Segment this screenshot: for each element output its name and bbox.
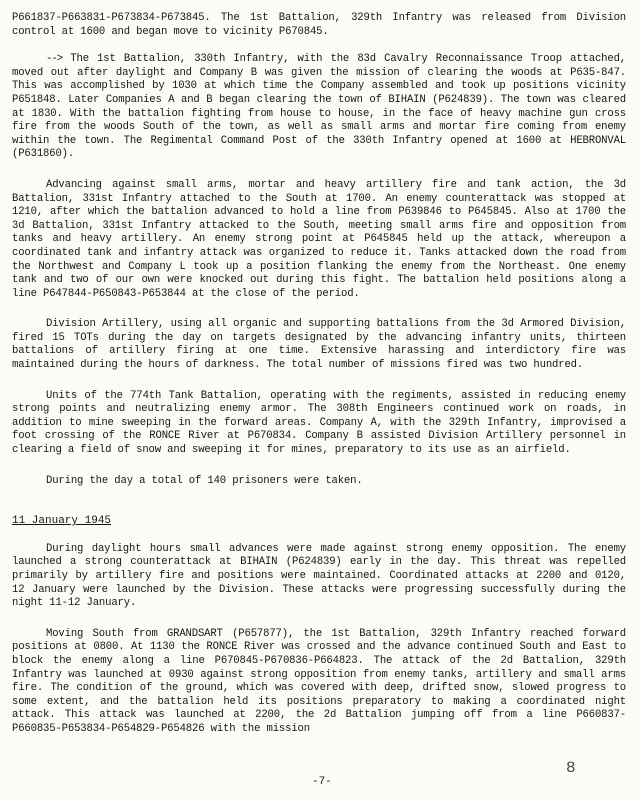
margin-arrow-icon: --> <box>46 53 63 66</box>
paragraph-grandsart: Moving South from GRANDSART (P657877), the 1st Battalion, 329th Infantry reached forward positions at 0800. At 1130 the RONCE River was crossed and the advance continued South and East to block the enemy along a line P670845-P670836-P664823. The attack of the 2d Battalion, 329th Infantry was launched at 0930 against strong opposition from enemy tanks, artillery and small arms fire. The condition of the ground, which was covered with deep, drifted snow, slowed progress to some extent, and the battalion held its positions preparatory to making a coordinated night attack. This attack was launched at 2200, the 2d Battalion jumping off from a line P660837-P660835-P653834-P654829-P654826 with the mission <box>12 627 626 735</box>
paragraph-division-artillery: Division Artillery, using all organic and supporting battalions from the 3d Armored Division, fired 15 TOTs during the day on targets designated by the advancing infantry units, thirteen battalions of artillery firing at one time. Extensive harassing and interdictory fire was maintained during the hours of darkness. The total number of missions fired was two hundred. <box>12 318 626 372</box>
paragraph-331st-infantry: Advancing against small arms, mortar and heavy artillery fire and tank action, the 3d Battalion, 331st Infantry attached to the South at 1700. An enemy counterattack was stopped at 1210, after which the battalion advanced to hold a line from P639846 to P645845. Also at 1700 the 3d Battalion, 331st Infantry attacked to the South, meeting small arms fire and opposition from tanks and heavy artillery. An enemy strong point at P645845 held up the attack, whereupon a coordinated tank and infantry attack was organized to reduce it. Tanks attacked down the road from the Northwest and Company L took up a position flanking the enemy from the Northeast. One enemy tank and two of our own were knocked out during this fight. The battalion held positions along a line P647844-P650843-P653844 at the close of the period. <box>12 178 626 300</box>
paragraph-continuation: P661837-P663831-P673834-P673845. The 1st Battalion, 329th Infantry was released from Division control at 1600 and began move to vicinity P670845. <box>12 12 626 38</box>
page-number: -7- <box>312 776 332 788</box>
paragraph-daylight-advances: During daylight hours small advances were made against strong enemy opposition. The enemy launched a strong counterattack at BIHAIN (P624839) early in the day. This threat was repelled primarily by artillery fire and positions were maintained. Coordinated attacks at 2200 and 0120, 12 January were launched by the Division. These attacks were progressing successfully during the night 11-12 January. <box>12 542 626 610</box>
paragraph-prisoners: During the day a total of 140 prisoners were taken. <box>46 474 363 487</box>
corner-mark: 8 <box>566 759 576 777</box>
paragraph-330th-infantry <box>12 53 626 162</box>
date-heading: 11 January 1945 <box>12 515 112 528</box>
paragraph-tank-battalion: Units of the 774th Tank Battalion, operating with the regiments, assisted in reducing enemy strong points and neutralizing enemy armor. The 308th Engineers continued work on roads, in addition to mine sweeping in the forward areas. Company A, with the 329th Infantry, improvised a foot crossing of the RONCE River at P670834. Company B assisted Division Artillery personnel in clearing a field of snow and sweeping it for mines, preparatory to its use as an airfield. <box>12 389 626 457</box>
paragraph-330th-text: The 1st Battalion, 330th Infantry, with the 83d Cavalry Reconnaissance Troop attached, moved out after daylight and Company B was given the mission of clearing the woods at P635-847. This was accomplished by 1030 at which time the Company assembled and took up positions vicinity P651848. Later Companies A and B began clearing the town of BIHAIN (P624839). The town was cleared at 1830. With the battalion fighting from house to house, in the face of heavy machine gun cross fire from the woods South of the town, as well as small arms and mortar fire coming from enemy within the town. The Regimental Command Post of the 330th Infantry opened at 1600 at HEBRONVAL (P631860). <box>12 53 626 161</box>
